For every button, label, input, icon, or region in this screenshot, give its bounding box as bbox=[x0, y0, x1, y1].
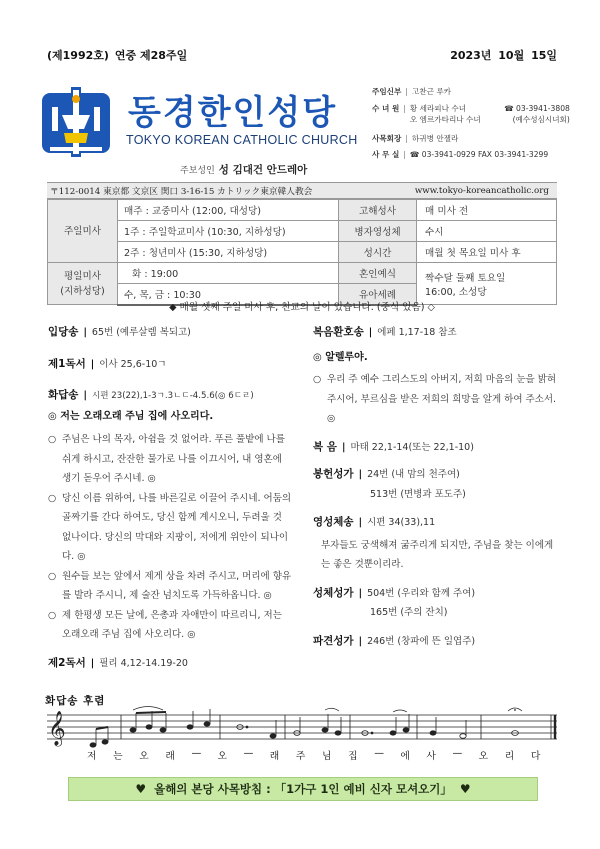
recessional-hymn: 파견성가 | 246번 (창파에 뜬 일엽주) bbox=[313, 634, 476, 647]
fellowship-notice: ◆ 매월 셋째 주일 미사 후, 친교의 날이 있습니다. (중식 있음) ◇ bbox=[169, 302, 435, 313]
table-row: 1주 : 주일학교미사 (10:30, 지하성당) 병자영성체 수시 bbox=[48, 221, 557, 242]
entrance-hymn: 입당송 | 65번 (예루살렘 복되고) bbox=[48, 326, 191, 338]
treble-clef-icon: 𝄞 bbox=[48, 711, 66, 746]
liturgical-season: 연중 제28주일 bbox=[114, 49, 188, 62]
acclamation-verse: ○ 우리 주 예수 그리스도의 아버지, 저희 마음의 눈을 밝혀 주시어, 부르심을 받은 저희의 희망을 알게 하여 주소서. ◎ bbox=[313, 374, 557, 424]
psalm-verse: ○ 주님은 나의 목자, 아쉼을 것 없어라. 푸른 풀밭에 나를 쉬게 하시고, 잔잔한 물가로 나를 이끄시어, 내 영혼에 생기 돋우어 주시네. ◎ bbox=[48, 434, 285, 484]
convent-phone: ☎ 03-3941-3808 bbox=[504, 103, 570, 113]
church-name-english: TOKYO KOREAN CATHOLIC CHURCH bbox=[126, 133, 358, 147]
sunday-mass-label: 주일미사 bbox=[48, 200, 118, 263]
issue-header bbox=[47, 47, 557, 63]
address-bar bbox=[47, 182, 557, 199]
staff-row: 사 무 실 | ☎ 03-3941-0929 FAX 03-3941-3299 bbox=[372, 150, 549, 159]
issue-number: (제1992호) bbox=[47, 49, 109, 62]
staff-row: 주임신부 | 고찬근 루카 bbox=[372, 87, 451, 96]
communion-antiphon: 영성체송 | 시편 34(33),11 bbox=[313, 516, 436, 528]
liturgy-right-column bbox=[313, 323, 561, 651]
responsorial-psalm: 화답송 | 시편 23(22),1-3ㄱ.3ㄴㄷ-4.5.6(◎ 6ㄷㄹ) bbox=[48, 389, 254, 401]
communion-antiphon-text: 부자들도 궁색해져 굶주리게 되지만, 주님을 찾는 이에게는 좋은 것뿐이리라. bbox=[321, 539, 554, 570]
music-staff bbox=[45, 705, 565, 749]
table-row: 2주 : 청년미사 (15:30, 지하성당) 성시간 매월 첫 목요일 미사 후 bbox=[48, 242, 557, 263]
weekday-mass-label: 평일미사 (지하성당) bbox=[48, 263, 118, 305]
church-name-korean: 동경한인성당 bbox=[128, 93, 338, 133]
score-lyrics: 저 는 오 래 — 오 — 래 주 님 집 — 에 사 — 오 리 다 bbox=[87, 748, 541, 762]
patron-name: 성 김대건 안드레아 bbox=[218, 164, 308, 176]
liturgy-left-column bbox=[48, 323, 294, 673]
psalm-verse: ○ 원수들 보는 앞에서 제게 상을 차려 주시고, 머리에 향유를 발라 주시니, 제 술잔 넘치도록 가득하옵니다. ◎ bbox=[48, 570, 292, 601]
pastoral-motto-text: 올해의 본당 사목방침 : 「1가구 1인 예비 신자 모셔오기」 bbox=[154, 782, 452, 796]
issue-date: 2023년 10월 15일 bbox=[450, 49, 557, 62]
office-phone: ☎ 03-3941-0929 FAX 03-3941-3299 bbox=[409, 150, 549, 159]
communion-hymn: 성체성가 | 504번 (우리와 함께 주여) bbox=[313, 586, 476, 599]
offertory-hymn: 봉헌성가 | 24번 (내 맘의 천주여) bbox=[313, 468, 460, 480]
score-title: 화답송 후렴 bbox=[45, 695, 106, 707]
website-link[interactable]: www.tokyo-koreancatholic.org bbox=[414, 185, 549, 196]
alleluia: ◎ 알렐루야. bbox=[313, 351, 368, 363]
heart-icon: ♥ bbox=[135, 782, 147, 796]
table-row: 주일미사 매주 : 교중미사 (12:00, 대성당) 고해성사 매 미사 전 bbox=[48, 200, 557, 221]
staff-row: 사목회장 | 하귀병 안젤라 bbox=[372, 133, 459, 143]
gospel-acclamation: 복음환호송 | 에페 1,17-18 참조 bbox=[313, 326, 457, 338]
psalm-verse: ○ 당신 이름 위하여, 나를 바른길로 이끌어 주시네. 어둠의 골짜기를 간다 하여도, 당신 함께 계시오니, 두려울 것 없나이다. 당신의 막대와 지팡이, 저에게 위안이 되나이다. ◎ bbox=[48, 492, 292, 562]
gospel: 복 음 | 마태 22,1-14(또는 22,1-10) bbox=[313, 440, 474, 453]
second-reading: 제2독서 | 필리 4,12-14.19-20 bbox=[48, 656, 188, 669]
offertory-hymn-2: 513번 (면병과 포도주) bbox=[370, 488, 466, 500]
communion-hymn-2: 165번 (주의 잔치) bbox=[370, 607, 448, 618]
address-japanese: 〒112-0014 東京都 文京区 関口 3-16-15 カトリック東京韓人教会 bbox=[50, 186, 313, 197]
pastoral-motto-banner bbox=[68, 777, 538, 801]
psalm-verse: ○ 제 한평생 모든 날에, 은총과 자애만이 따르리니, 저는 오래오래 주님 집에 사오리다. ◎ bbox=[48, 609, 282, 640]
psalm-refrain-score bbox=[45, 693, 565, 763]
heart-icon: ♥ bbox=[459, 782, 471, 796]
church-brand bbox=[40, 85, 380, 176]
patron-label: 주보성인 bbox=[180, 166, 215, 176]
table-row: 수, 목, 금 : 10:30 유아세례 bbox=[48, 284, 557, 305]
psalm-antiphon: ◎ 저는 오래오래 주님 집에 사오리다. bbox=[48, 410, 214, 422]
staff-row: 수 녀 원 | 황 세라피나 수녀 ☎ 03-3941-3808 오 엠르가타리나 수녀 (예수성심시녀회) bbox=[372, 103, 570, 124]
mass-schedule-table bbox=[47, 199, 557, 306]
table-row: 평일미사 (지하성당) 화 : 19:00 혼인예식 짝수달 둘째 토요일 16:00, 소성당 bbox=[48, 263, 557, 284]
staff-directory bbox=[372, 86, 572, 166]
church-logo-icon bbox=[40, 85, 112, 161]
first-reading: 제1독서 | 이사 25,6-10ㄱ bbox=[48, 357, 167, 370]
